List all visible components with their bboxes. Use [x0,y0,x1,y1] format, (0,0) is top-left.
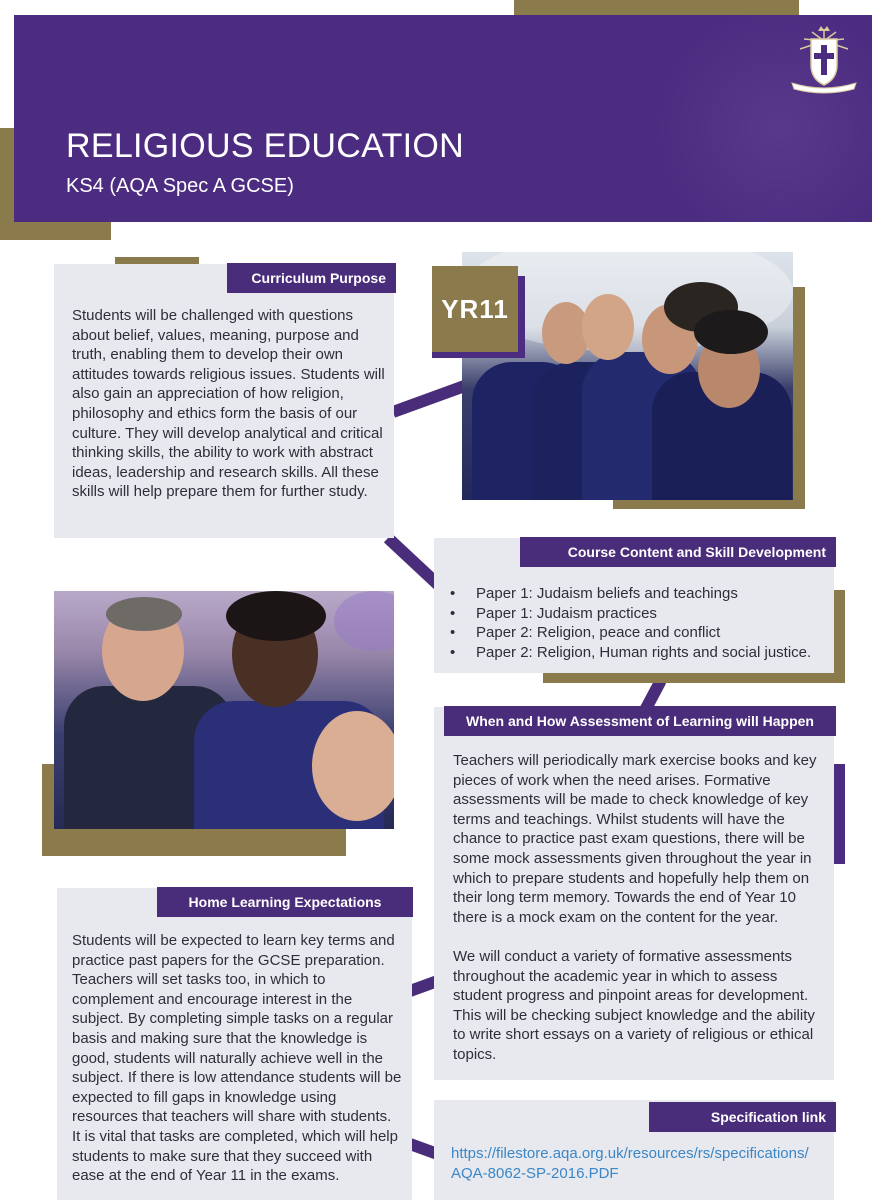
specification-link[interactable] [451,1144,831,1183]
year-badge [432,266,518,352]
specification-heading: Specification link [649,1102,836,1132]
page-subtitle: KS4 (AQA Spec A GCSE) [66,175,294,197]
curriculum-purpose-text: Students will be challenged with questions about belief, values, meaning, purpose and truth, enabling them to develop their own attitudes towards religious issues. Students will also gain an appreciation of how religion, philosophy and ethics form the basis of our culture. They will develop analytical and critical thinking skills, the ability to work with abstract ideas, leadership and research skills. All these skills will help prepare them for further study. [72,307,385,501]
assessment-heading: When and How Assessment of Learning will Happen [444,706,836,736]
specification-link-line-1[interactable]: https://filestore.aqa.org.uk/resources/rs/specifications/ [451,1145,809,1162]
teacher-and-student-photo [54,591,394,829]
course-content-list [450,584,830,662]
curriculum-purpose-heading: Curriculum Purpose [227,263,396,293]
header-gold-accent-top [514,0,799,15]
home-learning-text: Students will be expected to learn key terms and practice past papers for the GCSE preparation. Teachers will set tasks too, in which to complement and encourage interest in the subject. By completing simple tasks on a regular basis and making sure that the knowledge is good, students will naturally achieve well in the subject. If there is low attendance students will be expected to fill gaps in knowledge using resources that teachers will share with students. It is vital that tasks are completed, which will help students to make sure that they succeed with ease at the end of Year 11 in the exams. [72,932,402,1185]
assessment-paragraph-1: Teachers will periodically mark exercise books and key pieces of work when the need arises. Formative assessments will be made to check knowledge of key terms and teachings. Whilst students will have the chance to practice past exam questions, there will be some mock assessments given throughout the year in which to prepare students and hopefully help them on their long term memory. Towards the end of Year 10 there is a mock exam on the content for the year. [453,752,817,926]
year-badge-label: YR11 [441,294,509,324]
assessment-paragraph-2: We will conduct a variety of formative assessments throughout the academic year in which to assess student progress and pinpoint areas for development. This will be checking subject knowledge and the ability to write short essays on a variety of religious or ethical topics. [453,948,815,1063]
course-content-heading: Course Content and Skill Development [520,537,836,567]
list-item: • Paper 2: Religion, peace and conflict [450,623,830,643]
list-item: • Paper 1: Judaism practices [450,604,830,624]
list-item: • Paper 1: Judaism beliefs and teachings [450,584,830,604]
specification-link-line-2[interactable]: AQA-8062-SP-2016.PDF [451,1164,619,1182]
school-crest-icon [788,23,860,95]
page-title: RELIGIOUS EDUCATION [66,127,465,165]
home-learning-heading: Home Learning Expectations [157,887,413,917]
assessment-purple-accent [834,764,845,864]
connector-purpose-photo [391,380,468,418]
list-item: • Paper 2: Religion, Human rights and social justice. [450,643,830,663]
header-banner [14,15,872,222]
